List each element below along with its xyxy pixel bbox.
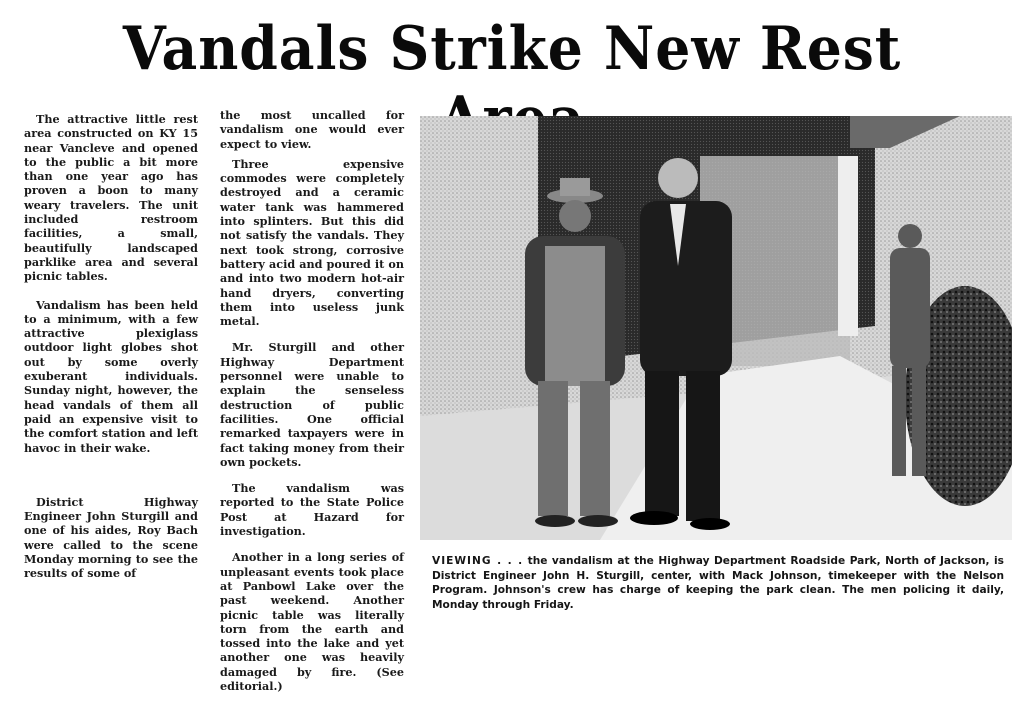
paragraph: The vandalism was reported to the State Police Post at Hazard for investigation. — [220, 481, 404, 539]
headline: Vandals Strike New Rest — [122, 14, 902, 84]
paragraph: Mr. Sturgill and other Highway Department personnel were unable to explain the senseless destruction of public facilities. One official remarked taxpayers were in fact taking money from their own pockets. — [220, 340, 404, 469]
news-photo — [420, 116, 1012, 540]
photo-illustration — [420, 116, 1012, 540]
article-column-2 — [220, 108, 404, 705]
paragraph: the most uncalled for vandalism one would ever expect to view. — [220, 108, 404, 151]
paragraph: Another in a long series of unpleasant events took place at Panbowl Lake over the past weekend. Another picnic table was literally torn from the earth and tossed into the lake and yet another one was heavily damaged by fire. (See editorial.) — [220, 550, 404, 693]
caption-lead: VIEWING . . . — [432, 555, 524, 567]
article-column-1 — [24, 112, 198, 595]
paragraph: Three expensive commodes were completely destroyed and a ceramic water tank was hammered into splinters. But this did not satisfy the vandals. They next took strong, corrosive battery acid and poured it on and into two modern hot-air hand dryers, converting them into useless junk metal. — [220, 156, 404, 329]
caption-text: the vandalism at the Highway Department Roadside Park, North of Jackson, is District Engineer John H. Sturgill, center, with Mack Johnson, timekeeper with the Nelson Program. Johnson's crew has charge of keeping the park clean. The men policing it daily, Monday through Friday. — [432, 555, 1004, 611]
paragraph: District Highway Engineer John Sturgill and one of his aides, Roy Bach were called to the scene Monday morning to see the results of some of — [24, 494, 198, 581]
paragraph: The attractive little rest area constructed on KY 15 near Vancleve and opened to the public a bit more than one year ago has proven a boon to many weary travelers. The unit included restroom facilities, a small, beautifully landscaped parklike area and several picnic tables. — [24, 112, 198, 284]
paragraph: Vandalism has been held to a minimum, with a few attractive plexiglass outdoor light globes shot out by some overly exuberant individuals. Sunday night, however, the head vandals of them all paid an expensive visit to the comfort station and left havoc in their wake. — [24, 297, 198, 455]
photo-caption — [432, 554, 1004, 612]
